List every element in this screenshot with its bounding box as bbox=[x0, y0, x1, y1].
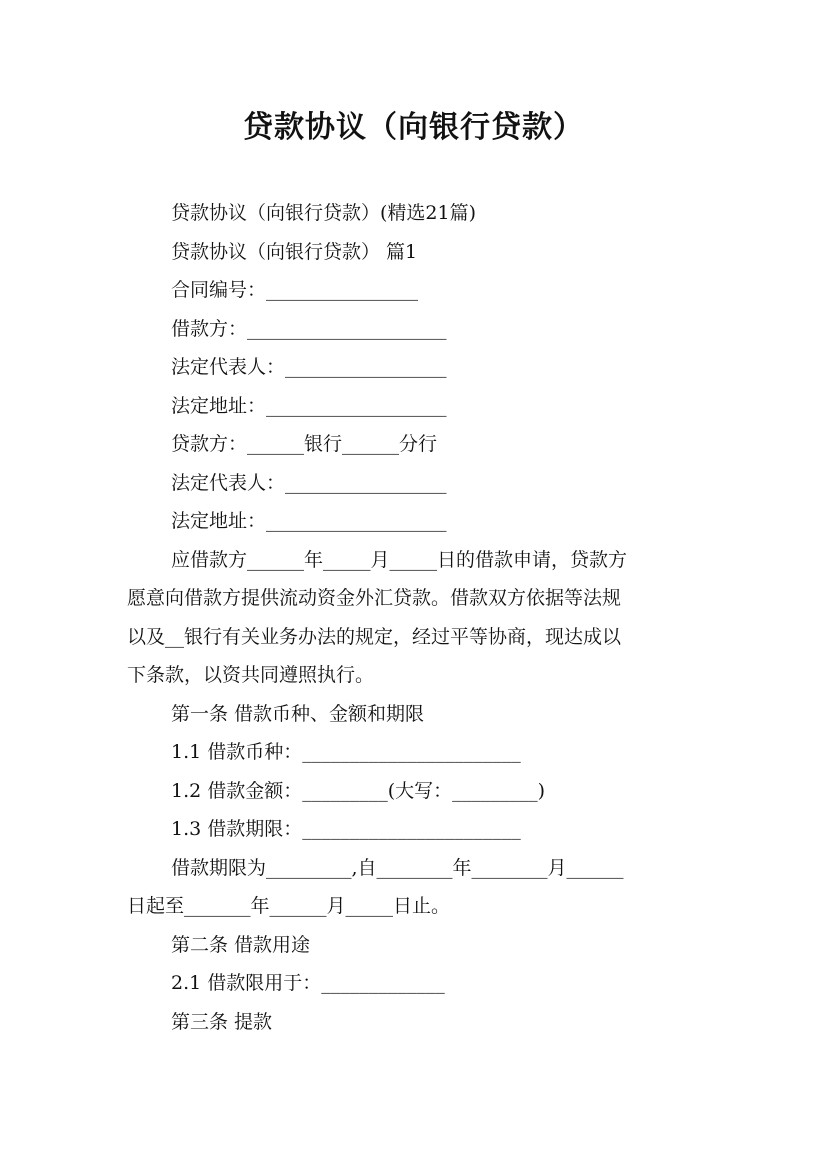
text-line: 1.3 借款期限：_______________________ bbox=[171, 818, 521, 840]
section-heading: 第一条 借款币种、金额和期限 bbox=[171, 702, 425, 725]
text-line: 愿意向借款方提供流动资金外汇贷款。借款双方依据等法规 bbox=[127, 587, 622, 609]
text-line: 1.1 借款币种：_______________________ bbox=[171, 741, 521, 763]
text-line: 贷款方：______银行______分行 bbox=[171, 433, 438, 455]
document-body bbox=[127, 194, 703, 1041]
text-line: 以及__银行有关业务办法的规定，经过平等协商，现达成以 bbox=[127, 625, 622, 648]
section-heading: 第二条 借款用途 bbox=[171, 933, 311, 956]
document-title: 贷款协议（向银行贷款） bbox=[243, 110, 584, 145]
text-line: 法定地址：___________________ bbox=[171, 510, 447, 532]
text-line: 合同编号：________________ bbox=[171, 279, 419, 301]
text-line: 法定代表人：_________________ bbox=[171, 471, 447, 494]
text-line: 法定地址：___________________ bbox=[171, 394, 447, 417]
text-line: 借款期限为_________,自________年________月______ bbox=[171, 856, 624, 879]
text-line: 借款方：_____________________ bbox=[171, 317, 447, 340]
text-line: 1.2 借款金额：_________(大写：_________) bbox=[171, 779, 546, 802]
text-line: 贷款协议（向银行贷款） 篇1 bbox=[171, 240, 418, 263]
text-line: 日起至_______年______月_____日止。 bbox=[127, 895, 451, 917]
text-line: 下条款，以资共同遵照执行。 bbox=[127, 664, 375, 686]
text-line: 法定代表人：_________________ bbox=[171, 356, 447, 378]
text-line: 2.1 借款限用于：_____________ bbox=[171, 972, 445, 994]
text-line: 贷款协议（向银行贷款）(精选21篇) bbox=[171, 202, 477, 224]
text-line: 应借款方______年_____月_____日的借款申请，贷款方 bbox=[171, 548, 628, 571]
section-heading: 第三条 提款 bbox=[171, 1010, 273, 1033]
